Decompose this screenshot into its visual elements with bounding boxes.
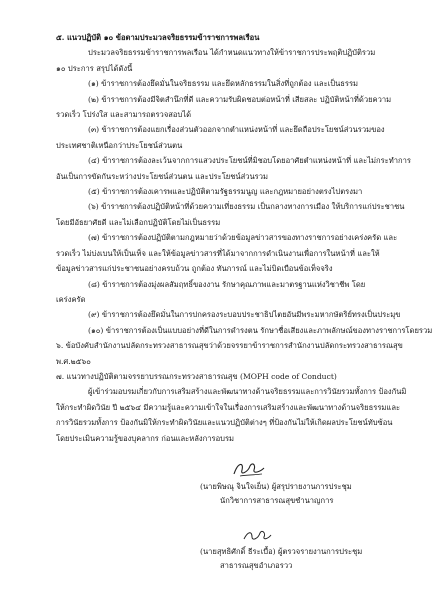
rule-item-7: (๗) ข้าราชการต้องปฏิบัติตามกฎหมายว่าด้วยข้อมูลข่าวสารของทางราชการอย่างเคร่งครัด และ	[88, 233, 398, 243]
conclusion-line-3: การวินัยรวมทั้งการ ป้องกันมิให้กระทำผิดวินัยและแนวปฏิบัติต่างๆ ที่ป้องกันไม่ให้เกิดผลประโยชน์ทับซ้อน	[56, 418, 393, 428]
signer-2-name: (นายสุทธิศักดิ์ ธีระเบื้อ) ผู้ตรวจรายงานการประชุม	[200, 547, 363, 556]
conclusion-line-1: ผู้เข้าร่วมอบรมเกี่ยวกับการเสริมสร้างและพัฒนาทางด้านจริยธรรมและการวินัยรวมทั้งการ ป้องกันมิ	[88, 387, 407, 397]
rule-item-10: (๑๐) ข้าราชการต้องเป็นแบบอย่างที่ดีในการดำรงตน รักษาชื่อเสียงและภาพลักษณ์ของทางราชการโดยรวม	[88, 325, 432, 335]
handwritten-signature-icon	[240, 527, 274, 545]
section-7-line: ๗. แนวทางปฏิบัติตามจรรยาบรรณกระทรวงสาธารณสุข (MOPH code of Conduct)	[56, 371, 337, 381]
rule-item-6: (๖) ข้าราชการต้องปฏิบัติหน้าที่ด้วยความเที่ยงธรรม เป็นกลางทางการเมือง ให้บริการแก่ประชาชน	[88, 202, 405, 212]
section-6-line-2: พ.ศ.๒๕๖๐	[56, 356, 91, 366]
rule-item-3: (๓) ข้าราชการต้องแยกเรื่องส่วนตัวออกจากตำแหน่งหน้าที่ และยึดถือประโยชน์ส่วนรวมของ	[88, 125, 385, 135]
handwritten-signature-icon	[228, 458, 268, 480]
signer-1-position: นักวิชาการสาธารณสุขชำนาญการ	[220, 496, 334, 505]
rule-item-3-cont: ประเทศชาติเหนือกว่าประโยชน์ส่วนตน	[56, 140, 183, 150]
rule-item-5: (๕) ข้าราชการต้องเคารพและปฏิบัติตามรัฐธรรมนูญ และกฎหมายอย่างตรงไปตรงมา	[88, 187, 363, 197]
signature-block-review	[200, 527, 400, 573]
section-heading: ๕. แนวปฏิบัติ ๑๐ ข้อตามประมวลจริยธรรมข้าราชการพลเรือน	[56, 33, 260, 42]
intro-line-2: ๑๐ ประการ สรุปได้ดังนี้	[56, 63, 133, 73]
rule-item-7-cont-2: ข้อมูลข่าวสารแก่ประชาชนอย่างครบถ้วน ถูกต้อง ทันการณ์ และไม่บิดเบือนข้อเท็จจริง	[56, 264, 333, 274]
rule-item-4: (๔) ข้าราชการต้องละเว้นจากการแสวงประโยชน์ที่มิชอบโดยอาศัยตำแหน่งหน้าที่ และไม่กระทำการ	[88, 156, 411, 166]
rule-item-2: (๒) ข้าราชการต้องมีจิตสำนึกที่ดี และความรับผิดชอบต่อหน้าที่ เสียสละ ปฏิบัติหน้าที่ด้วยความ	[88, 94, 392, 104]
rule-item-7-cont-1: รวดเร็ว ไม่บ่งเบนให้เป็นเท็จ และให้ข้อมูลข่าวสารที่ได้มาจากการดำเนินงานเพื่อการในหน้าที่ และให้	[56, 248, 380, 258]
conclusion-line-4: โดยประเมินความรู้ของบุคลากร ก่อนและหลังการอบรม	[56, 433, 235, 443]
signer-2-position: สาธารณสุขอำเภอรวว	[220, 561, 293, 570]
rule-item-8: (๘) ข้าราชการต้องมุ่งผลสัมฤทธิ์ของงาน รักษาคุณภาพและมาตรฐานแห่งวิชาชีพ โดย	[88, 279, 366, 289]
signer-1-name: (นายพิษณุ จินใจเย็น) ผู้สรุปรายงานการประชุม	[200, 482, 352, 491]
signature-block-summary	[200, 458, 400, 508]
rule-item-4-cont: อันเป็นการขัดกันระหว่างประโยชน์ส่วนตน และประโยชน์ส่วนรวม	[56, 171, 269, 181]
rule-item-9: (๙) ข้าราชการต้องยึดมั่นในการปกครองระบอบประชาธิปไตยอันมีพระมหากษัตริย์ทรงเป็นประมุข	[88, 310, 401, 320]
rule-item-1: (๑) ข้าราชการต้องยึดมั่นในจริยธรรม และยึดหลักธรรมในสิ่งที่ถูกต้อง และเป็นธรรม	[88, 79, 359, 89]
rule-item-2-cont: รวดเร็ว โปร่งใส และสามารถตรวจสอบได้	[56, 110, 192, 120]
rule-item-8-cont: เคร่งครัด	[56, 294, 86, 304]
section-6-line-1: ๖. ข้อบังคับสำนักงานปลัดกระทรวงสาธารณสุขว่าด้วยจรรยาข้าราชการสำนักงานปลัดกระทรวงสาธารณสุข	[56, 341, 403, 351]
rule-item-6-cont: โดยมีอัธยาศัยดี และไม่เลือกปฏิบัติโดยไม่เป็นธรรม	[56, 217, 221, 227]
intro-line-1: ประมวลจริยธรรมข้าราชการพลเรือน ได้กำหนดแนวทางให้ข้าราชการประพฤติปฏิบัติรวม	[88, 48, 376, 58]
conclusion-line-2: ให้กระทำผิดวินัย ปี ๒๕๖๔ มีความรู้และความเข้าใจในเรื่องการเสริมสร้างและพัฒนาทางด้านจริยธรรมและ	[56, 402, 401, 412]
